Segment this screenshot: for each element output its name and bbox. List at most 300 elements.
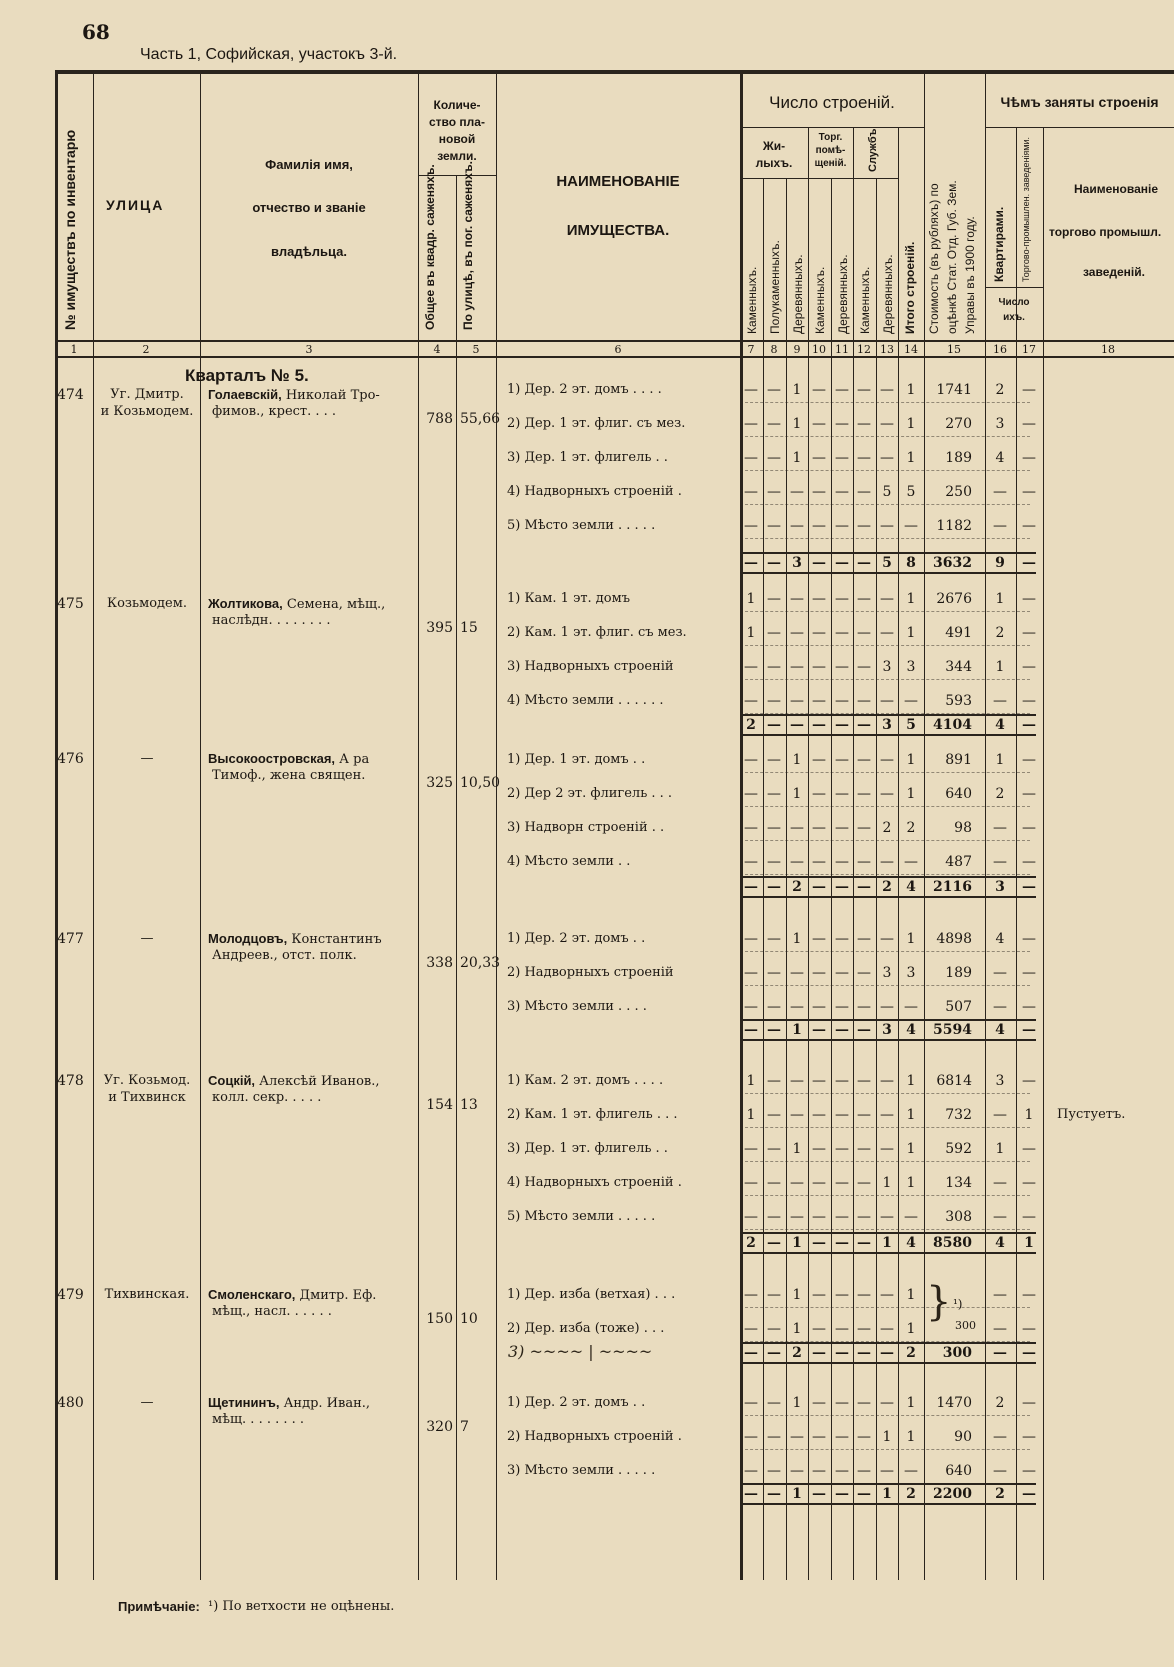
building-count: — bbox=[790, 625, 804, 641]
land-street-length: 10 bbox=[460, 1311, 478, 1327]
header-land-l4: земли. bbox=[437, 149, 477, 163]
property-description: 5) Мѣсто земли . . . . . bbox=[507, 1209, 656, 1224]
subtotal-rule bbox=[740, 896, 1036, 898]
property-value: 90 bbox=[954, 1429, 972, 1445]
property-value: 4898 bbox=[936, 931, 972, 947]
building-count: — bbox=[767, 1209, 781, 1225]
apartments-count: — bbox=[993, 1209, 1007, 1225]
header-wooden-trade: Деревянныхъ. bbox=[836, 254, 850, 334]
property-description: 4) Мѣсто земли . . . . . . bbox=[507, 693, 664, 708]
building-count: — bbox=[790, 1429, 804, 1445]
header-trade-l3: щеній. bbox=[814, 158, 847, 169]
apartments-count: — bbox=[993, 965, 1007, 981]
land-total: 150 bbox=[426, 1311, 453, 1327]
col-line-5 bbox=[496, 73, 497, 1580]
header-apartments: Квартирами. bbox=[992, 206, 1006, 282]
subtotal-count: — bbox=[857, 1345, 871, 1361]
building-count: — bbox=[744, 1287, 758, 1303]
property-description: 1) Дер. 2 эт. домъ . . bbox=[507, 1395, 646, 1410]
property-description: 4) Мѣсто земли . . bbox=[507, 854, 631, 869]
column-number: 18 bbox=[1101, 343, 1115, 356]
row-rule bbox=[740, 840, 1030, 841]
owner-title: Тимоф., жена священ. bbox=[212, 768, 366, 783]
header-land-l3: новой bbox=[438, 132, 476, 146]
building-count: — bbox=[767, 484, 781, 500]
header-stone-res: Каменныхъ. bbox=[745, 266, 759, 334]
footnote-text: ¹) По ветхости не оцѣнены. bbox=[208, 1599, 395, 1614]
building-count: — bbox=[790, 591, 804, 607]
trade-est-count: — bbox=[1022, 931, 1036, 947]
building-count: — bbox=[812, 752, 826, 768]
page-number: 68 bbox=[82, 20, 110, 44]
property-description: 1) Дер. 2 эт. домъ . . bbox=[507, 931, 646, 946]
header-value-l1: Стоимость (въ рубляхъ) по bbox=[927, 183, 941, 334]
owner-title: мѣщ. . . . . . . . bbox=[212, 1412, 305, 1427]
building-count: — bbox=[835, 931, 849, 947]
brace-val: 300 bbox=[955, 1319, 976, 1332]
land-street-length: 20,33 bbox=[460, 955, 501, 971]
building-count: — bbox=[857, 931, 871, 947]
building-count: — bbox=[857, 1073, 871, 1089]
building-count: — bbox=[835, 1209, 849, 1225]
subtotal-count: — bbox=[767, 717, 781, 733]
owner-given-name: Семена, мѣщ., bbox=[282, 597, 386, 612]
building-count: 1 bbox=[882, 1175, 892, 1191]
apartments-count: — bbox=[993, 1321, 1007, 1337]
building-count: — bbox=[835, 1073, 849, 1089]
building-count: 3 bbox=[882, 659, 892, 675]
owner-name bbox=[208, 932, 382, 946]
subtotal-count: 2 bbox=[792, 1345, 802, 1361]
header-value-l2: оцѣнкѣ Стат. Отд. Губ. Зем. bbox=[945, 180, 959, 334]
trade-est-count: — bbox=[1022, 659, 1036, 675]
building-count: 1 bbox=[906, 786, 916, 802]
subtotal-count: — bbox=[767, 1235, 781, 1251]
building-count: — bbox=[812, 1175, 826, 1191]
building-count: — bbox=[790, 999, 804, 1015]
building-count: — bbox=[812, 625, 826, 641]
subtotal-count: 1 bbox=[792, 1486, 802, 1502]
owner-given-name: А ра bbox=[335, 752, 370, 767]
trade-est-count: — bbox=[1022, 1209, 1036, 1225]
property-description: 4) Надворныхъ строеній . bbox=[507, 484, 682, 499]
building-count: 3 bbox=[906, 965, 916, 981]
column-number: 13 bbox=[880, 343, 894, 356]
building-count: — bbox=[835, 450, 849, 466]
building-count: 1 bbox=[906, 1321, 916, 1337]
subtotal-count: — bbox=[744, 1486, 758, 1502]
header-est-name-l3: заведеній. bbox=[1083, 265, 1145, 279]
property-description: 3) Надворн строеній . . bbox=[507, 820, 665, 835]
building-count: — bbox=[880, 931, 894, 947]
header-trade-est: Торгово-промышлен. заведеніями. bbox=[1021, 136, 1031, 282]
property-value: 1741 bbox=[936, 382, 972, 398]
subtotal-count: — bbox=[767, 1486, 781, 1502]
building-count: — bbox=[812, 1209, 826, 1225]
building-count: — bbox=[767, 591, 781, 607]
subtotal-count: 1 bbox=[882, 1486, 892, 1502]
subtotal-apartments: 3 bbox=[995, 879, 1005, 895]
buildings-subhead-rule bbox=[740, 127, 924, 128]
property-value: 189 bbox=[945, 450, 972, 466]
trade-est-count: — bbox=[1022, 854, 1036, 870]
apartments-count: — bbox=[993, 1463, 1007, 1479]
inventory-number: 478 bbox=[57, 1073, 84, 1089]
owner-given-name: Константинъ bbox=[287, 932, 382, 947]
building-count: — bbox=[812, 382, 826, 398]
building-count: — bbox=[767, 1073, 781, 1089]
building-count: — bbox=[812, 1107, 826, 1123]
property-description: 2) Надворныхъ строеній . bbox=[507, 1429, 682, 1444]
property-description: 2) Кам. 1 эт. флиг. съ мез. bbox=[507, 625, 687, 640]
row-rule bbox=[740, 611, 1030, 612]
building-count: — bbox=[857, 382, 871, 398]
owner-surname: Жолтикова, bbox=[208, 596, 283, 611]
subtotal-count: — bbox=[744, 879, 758, 895]
colnum-bottom-rule bbox=[55, 356, 1174, 358]
building-count: 5 bbox=[882, 484, 892, 500]
building-count: — bbox=[857, 1429, 871, 1445]
building-count: — bbox=[744, 820, 758, 836]
table-top-rule-inner bbox=[55, 73, 1174, 74]
apartments-count: 2 bbox=[995, 625, 1005, 641]
subtotal-count: — bbox=[744, 1345, 758, 1361]
header-wooden-res: Деревянныхъ. bbox=[791, 254, 805, 334]
building-count: — bbox=[880, 591, 894, 607]
column-number: 14 bbox=[904, 343, 918, 356]
building-count: — bbox=[767, 999, 781, 1015]
building-count: — bbox=[812, 786, 826, 802]
building-count: 1 bbox=[906, 931, 916, 947]
row-rule bbox=[740, 1415, 1030, 1416]
owner-given-name: Дмитр. Еф. bbox=[295, 1288, 377, 1303]
subtotal-count: 4 bbox=[906, 879, 916, 895]
apartments-count: 4 bbox=[995, 931, 1005, 947]
col-line-2 bbox=[200, 73, 201, 1580]
owner-surname: Молодцовъ, bbox=[208, 931, 288, 946]
building-count: 1 bbox=[906, 1175, 916, 1191]
land-street-length: 10,50 bbox=[460, 775, 501, 791]
header-property-l1: НАИМЕНОВАНІЕ bbox=[556, 173, 680, 190]
building-count: — bbox=[767, 1395, 781, 1411]
subtotal-count: 2 bbox=[792, 879, 802, 895]
building-count: — bbox=[835, 416, 849, 432]
building-count: — bbox=[744, 1463, 758, 1479]
subtotal-count: 5 bbox=[906, 717, 916, 733]
building-count: — bbox=[835, 1429, 849, 1445]
building-count: 1 bbox=[906, 752, 916, 768]
building-count: — bbox=[744, 1141, 758, 1157]
building-count: 1 bbox=[746, 591, 756, 607]
subtotal-rule bbox=[740, 1039, 1036, 1041]
land-total: 338 bbox=[426, 955, 453, 971]
building-count: — bbox=[880, 1287, 894, 1303]
subtotal-count: — bbox=[835, 555, 849, 571]
building-count: — bbox=[767, 1429, 781, 1445]
row-rule bbox=[740, 985, 1030, 986]
building-count: — bbox=[857, 659, 871, 675]
building-count: — bbox=[857, 450, 871, 466]
property-description: 2) Надворныхъ строеній bbox=[507, 965, 674, 980]
subtotal-value: 2116 bbox=[933, 879, 972, 895]
subtotal-count: — bbox=[812, 1235, 826, 1251]
property-value: 640 bbox=[945, 786, 972, 802]
building-count: — bbox=[880, 1107, 894, 1123]
trade-est-count: — bbox=[1022, 518, 1036, 534]
column-number: 6 bbox=[614, 343, 622, 356]
header-count-l1: Число bbox=[998, 297, 1030, 308]
property-value: 891 bbox=[945, 752, 972, 768]
property-value: 1470 bbox=[936, 1395, 972, 1411]
building-count: 1 bbox=[792, 1141, 802, 1157]
column-number: 10 bbox=[812, 343, 826, 356]
land-total: 320 bbox=[426, 1419, 453, 1435]
trade-est-count: — bbox=[1022, 1395, 1036, 1411]
building-count: — bbox=[790, 518, 804, 534]
building-count: — bbox=[790, 965, 804, 981]
building-count: — bbox=[880, 382, 894, 398]
building-count: — bbox=[767, 518, 781, 534]
building-count: — bbox=[904, 1463, 918, 1479]
subtotal-count: — bbox=[812, 555, 826, 571]
building-count: — bbox=[744, 1429, 758, 1445]
apartments-count: — bbox=[993, 854, 1007, 870]
header-residential-l2: лыхъ. bbox=[755, 156, 793, 170]
owner-title: наслѣдн. . . . . . . . bbox=[212, 613, 331, 628]
col-line-0 bbox=[55, 70, 58, 1580]
building-count: 5 bbox=[906, 484, 916, 500]
apartments-count: 2 bbox=[995, 1395, 1005, 1411]
building-count: 1 bbox=[906, 1429, 916, 1445]
property-description: 3) Надворныхъ строеній bbox=[507, 659, 674, 674]
building-count: — bbox=[812, 659, 826, 675]
building-count: 1 bbox=[792, 382, 802, 398]
header-stone-service: Каменныхъ. bbox=[858, 266, 872, 334]
subtotal-count: — bbox=[835, 879, 849, 895]
apartments-count: 1 bbox=[995, 591, 1005, 607]
building-count: — bbox=[880, 786, 894, 802]
trade-est-count: — bbox=[1022, 416, 1036, 432]
building-count: — bbox=[857, 1141, 871, 1157]
subtotal-count: — bbox=[835, 1345, 849, 1361]
count-rule bbox=[985, 287, 1043, 288]
building-count: — bbox=[812, 518, 826, 534]
owner-title: колл. секр. . . . . bbox=[212, 1090, 322, 1105]
brace-mark: ¹) bbox=[953, 1297, 963, 1311]
building-count: — bbox=[767, 1321, 781, 1337]
subtotal-count: — bbox=[767, 1022, 781, 1038]
subtotal-apartments: 4 bbox=[995, 717, 1005, 733]
building-count: — bbox=[812, 1321, 826, 1337]
owner-title: фимов., крест. . . . bbox=[212, 404, 337, 419]
land-street-length: 13 bbox=[460, 1097, 478, 1113]
header-land-l2: ство пла- bbox=[429, 115, 485, 129]
building-count: — bbox=[880, 1463, 894, 1479]
building-count: 3 bbox=[906, 659, 916, 675]
col-line-4 bbox=[456, 175, 457, 1580]
apartments-count: 1 bbox=[995, 659, 1005, 675]
land-total: 395 bbox=[426, 620, 453, 636]
subtotal-count: — bbox=[812, 1345, 826, 1361]
building-count: — bbox=[812, 484, 826, 500]
building-count: 1 bbox=[792, 1395, 802, 1411]
building-count: 1 bbox=[792, 752, 802, 768]
subtotal-rule bbox=[740, 1232, 1036, 1234]
row-rule bbox=[740, 538, 1030, 539]
building-count: 1 bbox=[792, 1287, 802, 1303]
building-count: — bbox=[744, 931, 758, 947]
subtotal-count: 2 bbox=[746, 1235, 756, 1251]
property-value: 507 bbox=[945, 999, 972, 1015]
subtotal-trade-est: 1 bbox=[1024, 1235, 1034, 1251]
property-value: 1182 bbox=[936, 518, 972, 534]
building-count: — bbox=[744, 965, 758, 981]
subtotal-count: — bbox=[767, 555, 781, 571]
header-residential-l1: Жи- bbox=[762, 139, 786, 153]
building-count: — bbox=[835, 484, 849, 500]
column-number: 3 bbox=[305, 343, 313, 356]
subtotal-apartments: 4 bbox=[995, 1022, 1005, 1038]
building-count: — bbox=[835, 625, 849, 641]
land-total: 154 bbox=[426, 1097, 453, 1113]
building-count: — bbox=[812, 1287, 826, 1303]
apartments-count: — bbox=[993, 1287, 1007, 1303]
building-count: — bbox=[835, 854, 849, 870]
subtotal-rule bbox=[740, 734, 1036, 736]
header-owner-l1: Фамилія имя, bbox=[265, 157, 353, 172]
building-count: — bbox=[835, 1463, 849, 1479]
building-count: — bbox=[835, 786, 849, 802]
building-count: — bbox=[835, 659, 849, 675]
building-count: 1 bbox=[746, 1107, 756, 1123]
subtotal-count: 2 bbox=[746, 717, 756, 733]
building-count: — bbox=[767, 965, 781, 981]
header-trade-l1: Торг. bbox=[818, 132, 843, 143]
row-rule bbox=[740, 679, 1030, 680]
trade-est-count: — bbox=[1022, 450, 1036, 466]
building-count: — bbox=[744, 854, 758, 870]
row-rule bbox=[740, 645, 1030, 646]
column-number: 12 bbox=[857, 343, 871, 356]
subtotal-rule bbox=[740, 552, 1036, 554]
subtotal-count: — bbox=[835, 717, 849, 733]
subtotal-trade-est: — bbox=[1022, 717, 1036, 733]
building-count: — bbox=[812, 416, 826, 432]
building-count: — bbox=[904, 518, 918, 534]
row-rule bbox=[740, 1195, 1030, 1196]
building-count: — bbox=[857, 1175, 871, 1191]
column-number: 7 bbox=[747, 343, 755, 356]
subtotal-count: 3 bbox=[882, 717, 892, 733]
property-value: 487 bbox=[945, 854, 972, 870]
header-halfstone-res: Полукаменныхъ. bbox=[768, 240, 782, 334]
header-buildings: Число строеній. bbox=[769, 93, 895, 112]
subtotal-count: 1 bbox=[792, 1235, 802, 1251]
subtotal-apartments: 4 bbox=[995, 1235, 1005, 1251]
col-line-3 bbox=[418, 73, 419, 1580]
street-name: — bbox=[140, 931, 154, 946]
owner-given-name: Николай Тро- bbox=[281, 388, 380, 403]
owner-surname: Смоленскаго, bbox=[208, 1287, 296, 1302]
land-street-length: 7 bbox=[460, 1419, 469, 1435]
building-count: — bbox=[880, 450, 894, 466]
inventory-number: 475 bbox=[57, 596, 84, 612]
row-rule bbox=[740, 1093, 1030, 1094]
building-count: — bbox=[835, 693, 849, 709]
owner-name bbox=[208, 597, 385, 611]
subtotal-count: 8 bbox=[906, 555, 916, 571]
property-value: 308 bbox=[945, 1209, 972, 1225]
building-count: — bbox=[767, 854, 781, 870]
building-count: — bbox=[812, 965, 826, 981]
building-count: — bbox=[790, 1073, 804, 1089]
street-name: Козьмодем. bbox=[107, 596, 187, 611]
building-count: — bbox=[880, 854, 894, 870]
street-name: и Тихвинск bbox=[108, 1090, 186, 1105]
building-count: — bbox=[744, 1209, 758, 1225]
building-count: — bbox=[767, 752, 781, 768]
row-rule bbox=[740, 772, 1030, 773]
apartments-count: — bbox=[993, 820, 1007, 836]
building-count: — bbox=[835, 382, 849, 398]
building-count: 1 bbox=[906, 1107, 916, 1123]
trade-est-count: — bbox=[1022, 1141, 1036, 1157]
building-count: 1 bbox=[746, 625, 756, 641]
owner-title: Андреев., отст. полк. bbox=[212, 948, 357, 963]
header-wooden-service: Деревянныхъ. bbox=[881, 254, 895, 334]
row-rule bbox=[740, 1127, 1030, 1128]
apartments-count: — bbox=[993, 1175, 1007, 1191]
building-count: — bbox=[790, 659, 804, 675]
building-count: — bbox=[835, 1175, 849, 1191]
building-count: — bbox=[767, 659, 781, 675]
subtotal-count: 4 bbox=[906, 1235, 916, 1251]
trade-est-count: — bbox=[1022, 1463, 1036, 1479]
street-name: Тихвинская. bbox=[104, 1287, 190, 1302]
building-count: — bbox=[857, 416, 871, 432]
subtotal-value: 2200 bbox=[933, 1486, 972, 1502]
building-count: — bbox=[744, 450, 758, 466]
building-count: — bbox=[767, 450, 781, 466]
building-count: — bbox=[744, 1395, 758, 1411]
subtotal-apartments: 9 bbox=[995, 555, 1005, 571]
building-count: — bbox=[812, 1073, 826, 1089]
row-rule bbox=[740, 874, 1030, 875]
property-value: 640 bbox=[945, 1463, 972, 1479]
property-description: 1) Дер. изба (ветхая) . . . bbox=[507, 1287, 676, 1302]
property-value: 593 bbox=[945, 693, 972, 709]
building-count: — bbox=[767, 1107, 781, 1123]
trade-est-count: — bbox=[1022, 999, 1036, 1015]
subtotal-count: 3 bbox=[882, 1022, 892, 1038]
subtotal-count: — bbox=[812, 717, 826, 733]
trade-est-count: — bbox=[1022, 1287, 1036, 1303]
column-number: 8 bbox=[770, 343, 778, 356]
header-est-name-l1: Наименованіе bbox=[1074, 182, 1158, 196]
apartments-count: 4 bbox=[995, 450, 1005, 466]
property-description: 3) Мѣсто земли . . . . . bbox=[507, 1463, 656, 1478]
building-count: — bbox=[767, 1141, 781, 1157]
building-count: — bbox=[880, 999, 894, 1015]
building-count: — bbox=[835, 1141, 849, 1157]
header-land-l1: Количе- bbox=[433, 98, 481, 112]
establishment-name: Пустуетъ. bbox=[1057, 1107, 1126, 1122]
building-count: — bbox=[812, 591, 826, 607]
owner-title: мѣщ., насл. . . . . . bbox=[212, 1304, 332, 1319]
building-count: — bbox=[835, 1321, 849, 1337]
building-count: — bbox=[812, 693, 826, 709]
header-count-l2: ихъ. bbox=[1003, 312, 1025, 323]
